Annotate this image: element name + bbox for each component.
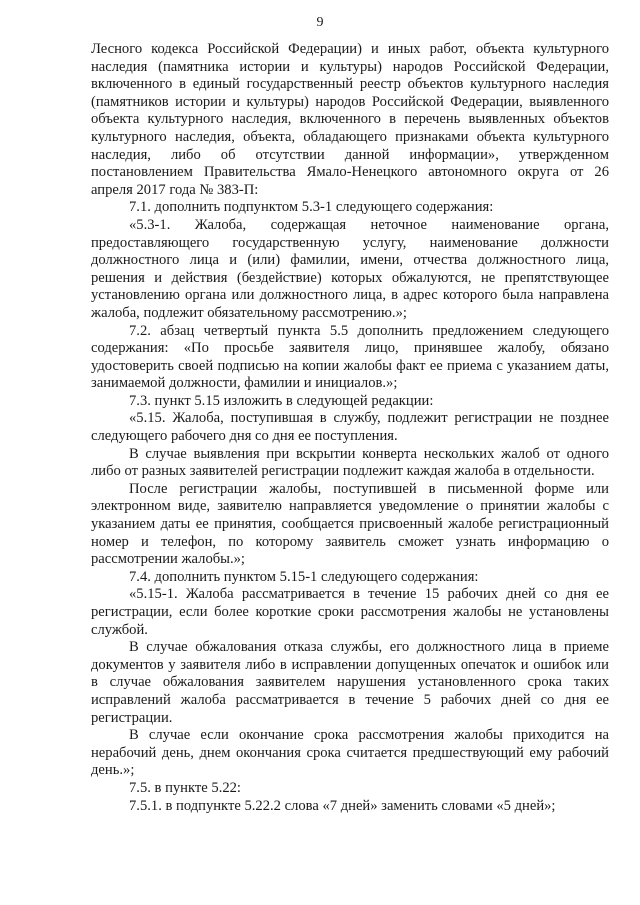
paragraph-7-1: 7.1. дополнить подпунктом 5.3-1 следующего содержания: [129,199,494,216]
paragraph-5-15-1-refusal: В случае обжалования отказа службы, его должностного лица в приеме документов у заявителя либо в исправлении допущенных опечаток и ошибок или в случае обжалования заявителем нарушения установленного срока таких исправлений жалоба рассматривается в течение 5 рабочих дней со дня ее регистрации. [91,639,609,726]
paragraph-7-3: 7.3. пункт 5.15 изложить в следующей редакции: [129,392,434,409]
paragraph-7-2: 7.2. абзац четвертый пункта 5.5 дополнить предложением следующего содержания: «По просьбе заявителя лицо, принявшее жалобу, обязано удостоверить своей подписью на копии жалобы факт ее приема с указанием даты, занимаемой должности, фамилии и инициалов.»; [91,322,609,392]
paragraph-7-5-1: 7.5.1. в подпункте 5.22.2 слова «7 дней» заменить словами «5 дней»; [129,797,556,814]
paragraph-7-4: 7.4. дополнить пунктом 5.15-1 следующего содержания: [129,568,479,585]
document-body [91,41,609,815]
paragraph-5-15-notification: После регистрации жалобы, поступившей в письменной форме или электронном виде, заявителю направляется уведомление о принятии жалобы с указанием даты ее принятия, сообщается присвоенный жалобе регистрационный номер и телефон, по которому заявитель сможет узнать информацию о рассмотрении жалобы.»; [91,480,609,568]
paragraph-5-15-1-holiday: В случае если окончание срока рассмотрения жалобы приходится на нерабочий день, днем окончания срока считается предшествующий ему рабочий день.»; [91,727,609,779]
paragraph-5-15-envelope: В случае выявления при вскрытии конверта нескольких жалоб от одного либо от разных заявителей регистрации подлежит каждая жалоба в отдельности. [91,445,609,480]
paragraph-5-15: «5.15. Жалоба, поступившая в службу, подлежит регистрации не позднее следующего рабочего дня со дня ее поступления. [91,410,609,445]
page-number: 9 [316,15,324,30]
paragraph-continuation: Лесного кодекса Российской Федерации) и иных работ, объекта культурного наследия (памятника истории и культуры) народов Российской Федерации, включенного в единый государственный реестр объектов культурного наследия (памятников истории и культуры) народов Российской Федерации, выявленного объекта культурного наследия, включенного в перечень выявленных объектов культурного наследия, объекта, обладающего признаками объекта культурного наследия, либо об отсутствии данной информации», утвержденном постановлением Правительства Ямало-Ненецкого автономного округа от 26 апреля 2017 года № 383-П: [91,41,609,198]
paragraph-5-15-1: «5.15-1. Жалоба рассматривается в течение 15 рабочих дней со дня ее регистрации, если более короткие сроки рассмотрения жалобы не установлены службой. [91,586,609,638]
paragraph-7-5: 7.5. в пункте 5.22: [129,779,241,796]
paragraph-5-3-1: «5.3-1. Жалоба, содержащая неточное наименование органа, предоставляющего государственную услугу, наименование должности должностного лица и (или) фамилии, имени, отчества должностного лица, решения и действия (бездействие) которых обжалуются, не препятствующее установлению органа или должностного лица, в адрес которого была направлена жалоба, подлежит обязательному рассмотрению.»; [91,216,609,321]
